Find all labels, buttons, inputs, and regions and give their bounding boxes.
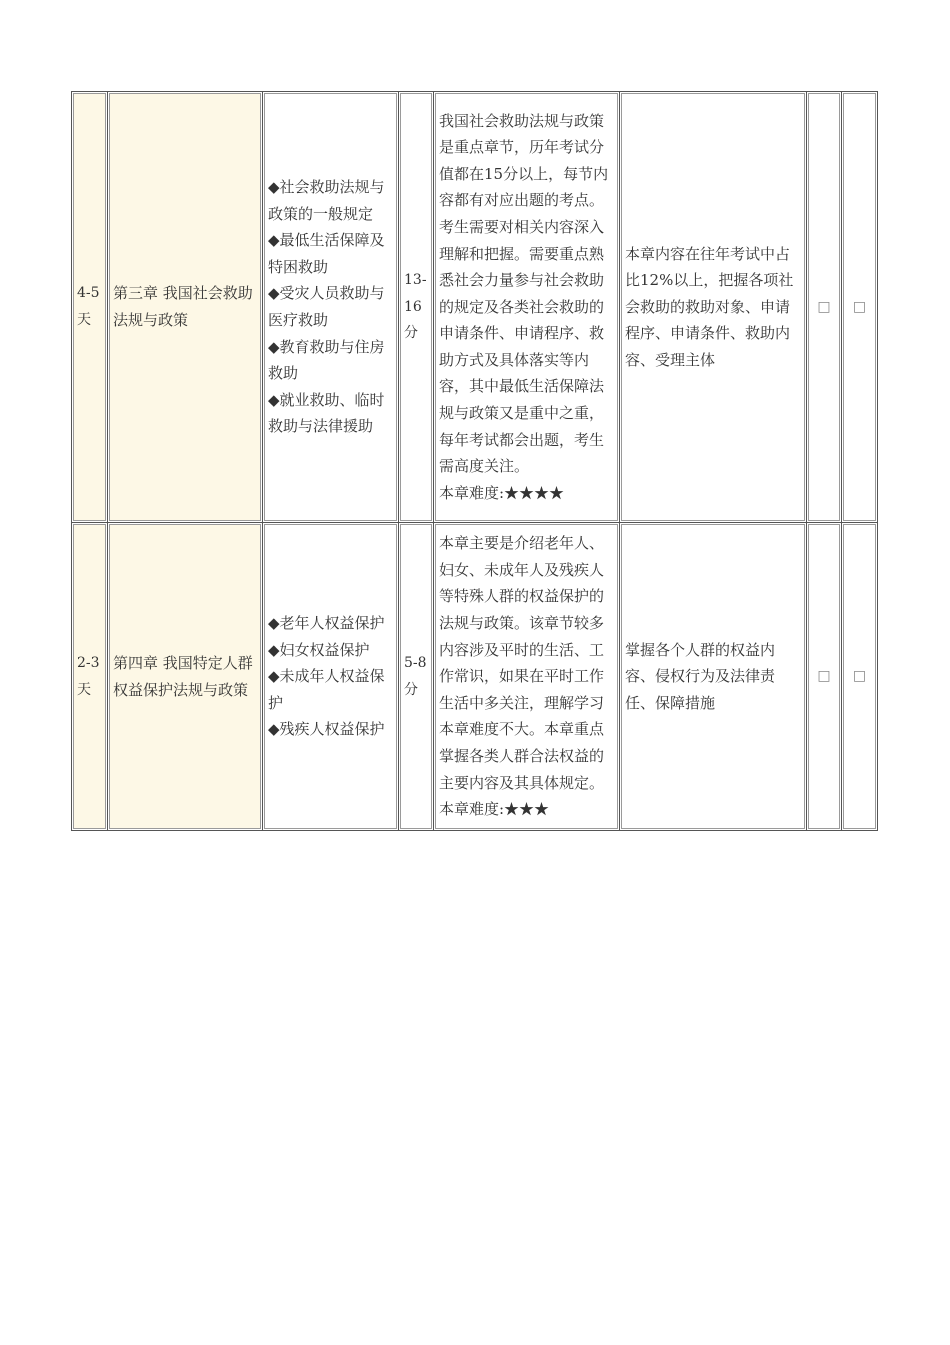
- checkbox-2[interactable]: □: [842, 92, 878, 523]
- study-plan-table: [71, 91, 878, 831]
- point-item: ◆就业救助、临时救助与法律援助: [268, 390, 385, 436]
- score-cell: 5-8分: [399, 523, 434, 831]
- point-item: ◆残疾人权益保护: [268, 720, 385, 739]
- difficulty-rating: 本章难度:★★★: [439, 800, 550, 819]
- table-row: [72, 92, 878, 523]
- point-item: ◆妇女权益保护: [268, 640, 370, 659]
- points-cell: [263, 523, 399, 831]
- checkbox-1[interactable]: □: [807, 523, 842, 831]
- description-text: 我国社会救助法规与政策是重点章节，历年考试分值都在15分以上，每节内容都有对应出题的考点。考生需要对相关内容深入理解和把握。需要重点熟悉社会力量参与社会救助的规定及各类社会救助的申请条件、申请程序、救助方式及具体落实等内容，其中最低生活保障法规与政策又是重中之重，每年考试都会出题，考生需高度关注。: [439, 111, 609, 476]
- table-row: [72, 523, 878, 831]
- days-cell: 2-3天: [72, 523, 108, 831]
- description-cell: [434, 523, 620, 831]
- point-item: ◆老年人权益保护: [268, 614, 385, 633]
- chapter-cell: 第四章 我国特定人群权益保护法规与政策: [108, 523, 263, 831]
- difficulty-rating: 本章难度:★★★★: [439, 483, 565, 502]
- requirement-cell: 本章内容在往年考试中占比12%以上，把握各项社会救助的救助对象、申请程序、申请条件、救助内容、受理主体: [620, 92, 807, 523]
- checkbox-1[interactable]: □: [807, 92, 842, 523]
- point-item: ◆受灾人员救助与医疗救助: [268, 284, 385, 329]
- score-cell: 13-16分: [399, 92, 434, 523]
- description-cell: [434, 92, 620, 523]
- point-item: ◆最低生活保障及特困救助: [268, 231, 385, 276]
- chapter-cell: 第三章 我国社会救助法规与政策: [108, 92, 263, 523]
- checkbox-2[interactable]: □: [842, 523, 878, 831]
- days-cell: 4-5天: [72, 92, 108, 523]
- points-cell: [263, 92, 399, 523]
- requirement-cell: 掌握各个人群的权益内容、侵权行为及法律责任、保障措施: [620, 523, 807, 831]
- point-item: ◆未成年人权益保护: [268, 667, 385, 712]
- point-item: ◆社会救助法规与政策的一般规定: [268, 178, 385, 223]
- description-text: 本章主要是介绍老年人、妇女、未成年人及残疾人等特殊人群的权益保护的法规与政策。该章节较多内容涉及平时的生活、工作常识，如果在平时工作生活中多关注，理解学习本章难度不大。本章重点掌握各类人群合法权益的主要内容及其具体规定。: [439, 534, 605, 792]
- point-item: ◆教育救助与住房救助: [268, 337, 385, 383]
